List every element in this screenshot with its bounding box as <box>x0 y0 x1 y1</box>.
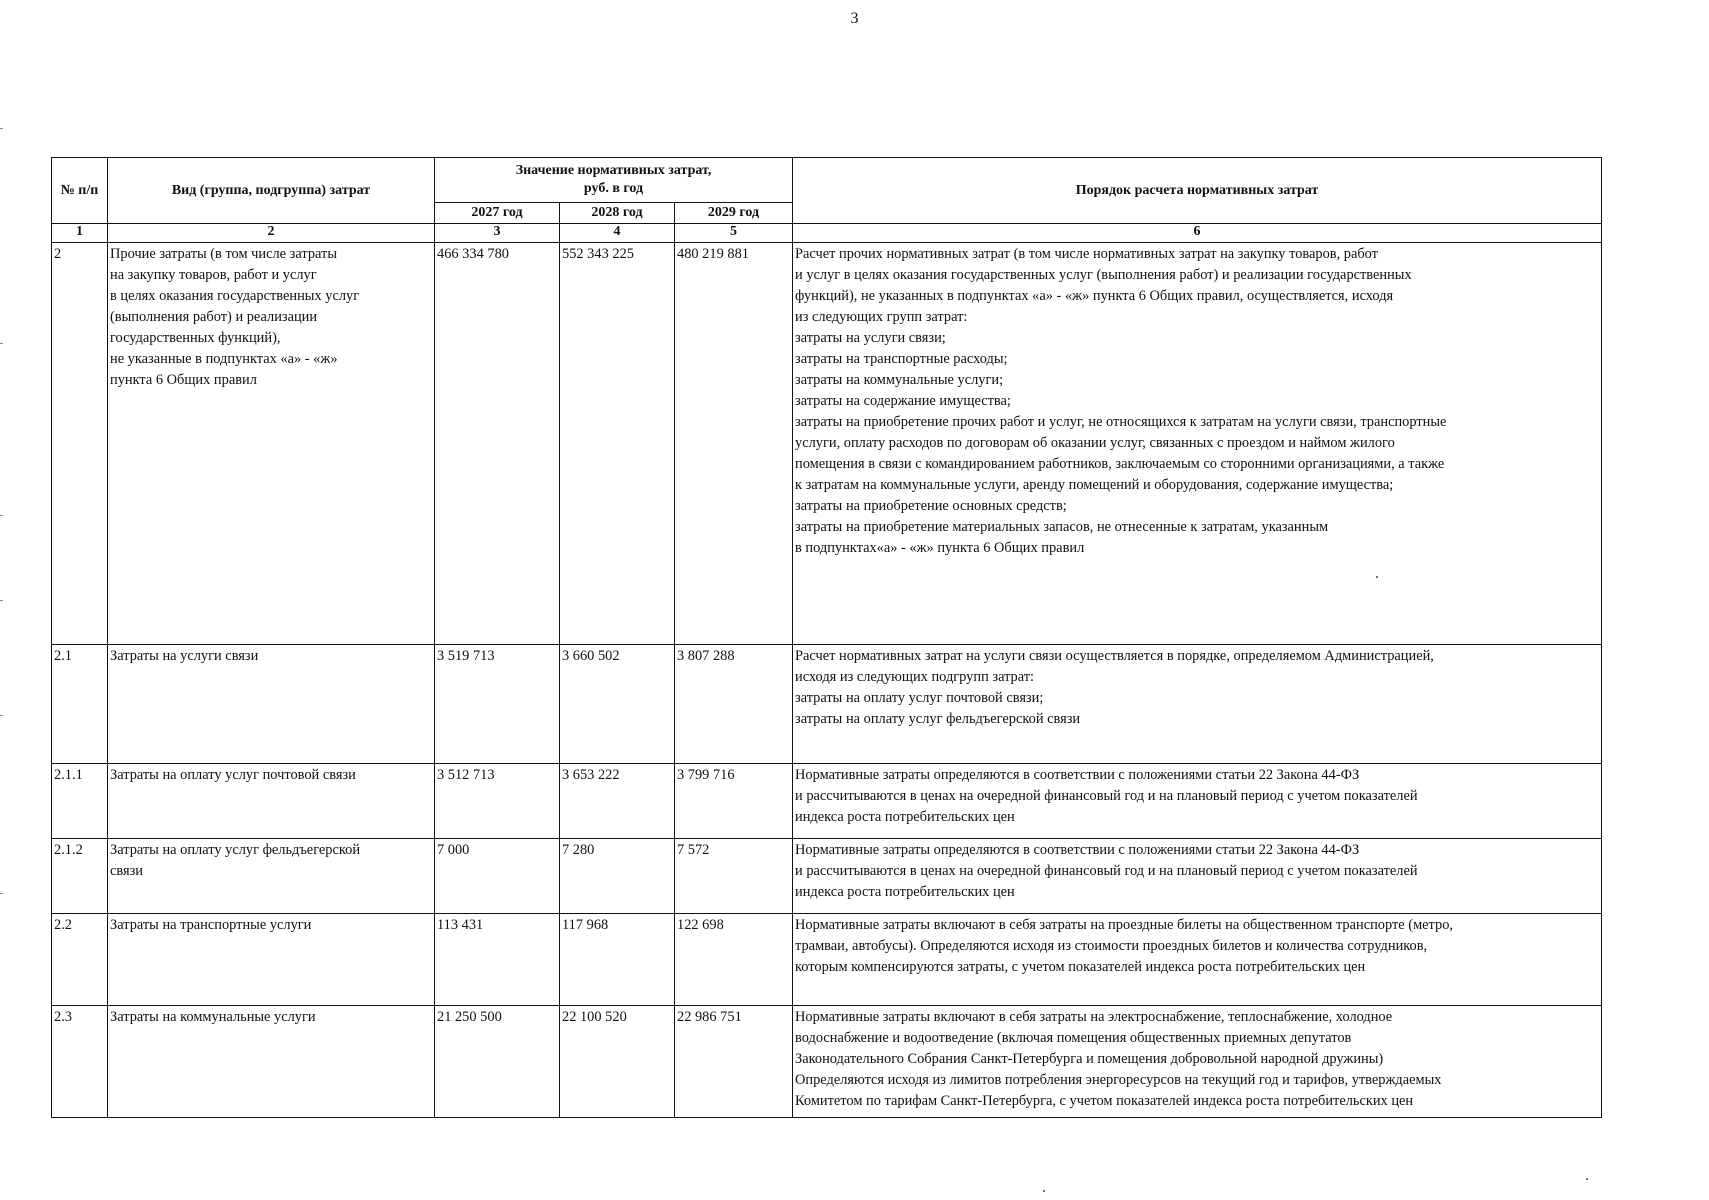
scan-edge-mark <box>0 515 3 516</box>
column-number: 1 <box>52 224 108 243</box>
header-order: Порядок расчета нормативных затрат <box>793 158 1602 224</box>
row-kind: Затраты на оплату услуг фельдъегерской связи <box>108 839 435 914</box>
row-value-2027: 21 250 500 <box>435 1006 560 1118</box>
row-value-2028: 552 343 225 <box>560 243 675 645</box>
row-value-2027: 7 000 <box>435 839 560 914</box>
row-value-2028: 22 100 520 <box>560 1006 675 1118</box>
scan-edge-mark <box>0 128 3 129</box>
scan-edge-mark <box>0 600 3 601</box>
row-value-2029: 122 698 <box>675 914 793 1006</box>
row-kind: Затраты на коммунальные услуги <box>108 1006 435 1118</box>
row-order: Расчет нормативных затрат на услуги связи осуществляется в порядке, определяемом Администрацией, исходя из следующих подгрупп затрат: затраты на оплату услуг почтовой связи; затраты на оплату услуг фельдъегерской связи <box>793 645 1602 764</box>
column-number: 3 <box>435 224 560 243</box>
header-kind: Вид (группа, подгруппа) затрат <box>108 158 435 224</box>
header-2029: 2029 год <box>675 203 793 224</box>
table-row <box>52 243 1602 645</box>
row-kind: Прочие затраты (в том числе затраты на закупку товаров, работ и услуг в целях оказания государственных услуг (выполнения работ) и реализации государственных функций), не указанные в подпунктах «а» - «ж» пункта 6 Общих правил <box>108 243 435 645</box>
row-value-2029: 3 799 716 <box>675 764 793 839</box>
row-value-2027: 113 431 <box>435 914 560 1006</box>
scan-speck <box>1376 576 1378 578</box>
row-kind: Затраты на транспортные услуги <box>108 914 435 1006</box>
row-kind: Затраты на оплату услуг почтовой связи <box>108 764 435 839</box>
row-num: 2 <box>52 243 108 645</box>
row-num: 2.3 <box>52 1006 108 1118</box>
row-value-2029: 22 986 751 <box>675 1006 793 1118</box>
scan-edge-mark <box>0 893 3 894</box>
row-value-2028: 117 968 <box>560 914 675 1006</box>
row-value-2027: 3 519 713 <box>435 645 560 764</box>
row-value-2028: 3 653 222 <box>560 764 675 839</box>
scan-speck <box>1586 1178 1588 1180</box>
header-2027: 2027 год <box>435 203 560 224</box>
table-row <box>52 839 1602 914</box>
header-num: № п/п <box>52 158 108 224</box>
row-value-2027: 466 334 780 <box>435 243 560 645</box>
row-value-2027: 3 512 713 <box>435 764 560 839</box>
row-order: Нормативные затраты определяются в соответствии с положениями статьи 22 Закона 44-ФЗ и рассчитываются в ценах на очередной финансовый год и на плановый период с учетом показателей индекса роста потребительских цен <box>793 839 1602 914</box>
header-2028: 2028 год <box>560 203 675 224</box>
scan-edge-mark <box>0 715 3 716</box>
row-order: Нормативные затраты определяются в соответствии с положениями статьи 22 Закона 44-ФЗ и рассчитываются в ценах на очередной финансовый год и на плановый период с учетом показателей индекса роста потребительских цен <box>793 764 1602 839</box>
row-order: Расчет прочих нормативных затрат (в том числе нормативных затрат на закупку товаров, работ и услуг в целях оказания государственных услуг (выполнения работ) и реализации государственных функций), не указанных в подпунктах «а» - «ж» пункта 6 Общих правил, осуществляется, исходя из следующих групп затрат: затраты на услуги связи; затраты на транспортные расходы; затраты на коммунальные услуги; затраты на содержание имущества; затраты на приобретение прочих работ и услуг, не относящихся к затратам на услуги связи, транспортные услуги, оплату расходов по договорам об оказании услуг, связанных с проездом и наймом жилого помещения в связи с командированием работников, заключаемым со сторонними организациями, а также к затратам на коммунальные услуги, аренду помещений и оборудования, содержание имущества; затраты на приобретение основных средств; затраты на приобретение материальных запасов, не отнесенные к затратам, указанным в подпунктах«а» - «ж» пункта 6 Общих правил <box>793 243 1602 645</box>
table-row <box>52 764 1602 839</box>
row-num: 2.1.1 <box>52 764 108 839</box>
scan-edge-mark <box>0 343 3 344</box>
header-values: Значение нормативных затрат, руб. в год <box>435 158 793 203</box>
row-num: 2.2 <box>52 914 108 1006</box>
row-num: 2.1 <box>52 645 108 764</box>
column-number: 4 <box>560 224 675 243</box>
row-value-2028: 7 280 <box>560 839 675 914</box>
scan-speck <box>1043 1190 1045 1192</box>
normative-costs-table <box>51 157 1602 1118</box>
row-value-2029: 3 807 288 <box>675 645 793 764</box>
column-number: 5 <box>675 224 793 243</box>
table-row <box>52 914 1602 1006</box>
page-number: 3 <box>850 10 859 27</box>
table-row <box>52 1006 1602 1118</box>
row-value-2029: 7 572 <box>675 839 793 914</box>
row-kind: Затраты на услуги связи <box>108 645 435 764</box>
row-value-2028: 3 660 502 <box>560 645 675 764</box>
row-order: Нормативные затраты включают в себя затраты на проездные билеты на общественном транспорте (метро, трамваи, автобусы). Определяются исходя из стоимости проездных билетов и количества сотрудников, которым компенсируются затраты, с учетом показателей индекса роста потребительских цен <box>793 914 1602 1006</box>
table-row <box>52 645 1602 764</box>
row-num: 2.1.2 <box>52 839 108 914</box>
column-number: 2 <box>108 224 435 243</box>
row-value-2029: 480 219 881 <box>675 243 793 645</box>
row-order: Нормативные затраты включают в себя затраты на электроснабжение, теплоснабжение, холодное водоснабжение и водоотведение (включая помещения общественных приемных депутатов Законодательного Собрания Санкт-Петербурга и помещения добровольной народной дружины) Определяются исходя из лимитов потребления энергоресурсов на текущий год и тарифов, утверждаемых Комитетом по тарифам Санкт-Петербурга, с учетом показателей индекса роста потребительских цен <box>793 1006 1602 1118</box>
column-number: 6 <box>793 224 1602 243</box>
